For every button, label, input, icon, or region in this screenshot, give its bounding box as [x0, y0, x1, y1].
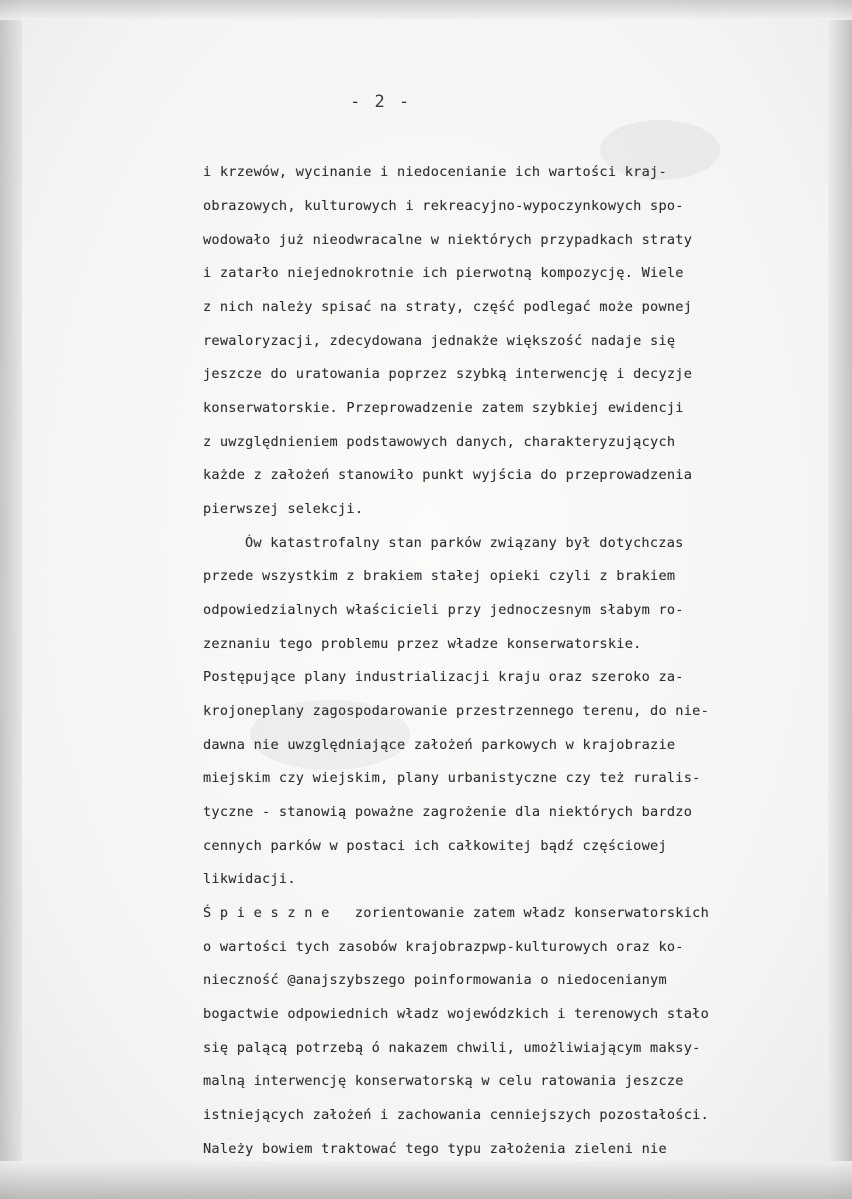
text-line: i zatarło niejednokrotnie ich pierwotną kompozycję. Wiele — [203, 265, 684, 281]
text-line: z uwzględnieniem podstawowych danych, charakteryzujących — [203, 434, 676, 450]
text-line: o wartości tych zasobów krajobrazpwp-kulturowych oraz ko- — [203, 939, 684, 955]
text-line: malną interwencję konserwatorską w celu ratowania jeszcze — [203, 1073, 684, 1089]
text-line: obrazowych, kulturowych i rekreacyjno-wypoczynkowych spo- — [203, 198, 684, 214]
text-line: z nich należy spisać na straty, część podlegać może pownej — [203, 299, 693, 315]
text-line: likwidacji. — [203, 871, 296, 887]
scan-edge-right — [828, 0, 852, 1199]
text-line: nieczność @anajszybszego poinformowania o niedocenianym — [203, 972, 667, 988]
text-line: wodowało już nieodwracalne w niektórych przypadkach straty — [203, 232, 693, 248]
text-line: zeznaniu tego problemu przez władze konserwatorskie. — [203, 636, 642, 652]
text-line: bogactwie odpowiednich władz wojewódzkich i terenowych stało — [203, 1006, 710, 1022]
text-line: pierwszej selekcji. — [203, 501, 364, 517]
text-line: Ów katastrofalny stan parków związany był dotychczas — [245, 535, 684, 551]
text-line: odpowiedzialnych właścicieli przy jednoczesnym słabym ro- — [203, 602, 684, 618]
text-line: dawna nie uwzględniające założeń parkowych w krajobrazie — [203, 737, 676, 753]
text-line: cennych parków w postaci ich całkowitej bądź częściowej — [203, 838, 667, 854]
text-line: i krzewów, wycinanie i niedocenianie ich wartości kraj- — [203, 164, 667, 180]
text-line: istniejących założeń i zachowania cenniejszych pozostałości. — [203, 1107, 710, 1123]
scan-edge-bottom — [0, 1161, 852, 1199]
text-line: rewaloryzacji, zdecydowana jednakże większość nadaje się — [203, 333, 676, 349]
page-number: - 2 - — [350, 92, 412, 112]
scan-edge-left — [0, 0, 22, 1199]
text-line: się palącą potrzebą ó nakazem chwili, umożliwiającym maksy- — [203, 1040, 701, 1056]
text-line: jeszcze do uratowania poprzez szybką interwencję i decyzje — [203, 366, 693, 382]
text-line: Ś p i e s z n e zorientowanie zatem władz konserwatorskich — [203, 905, 710, 921]
scan-edge-top — [0, 0, 852, 20]
text-line: krojoneplany zagospodarowanie przestrzennego terenu, do nie- — [203, 703, 710, 719]
text-line: Postępujące plany industrializacji kraju oraz szeroko za- — [203, 669, 684, 685]
text-line: konserwatorskie. Przeprowadzenie zatem szybkiej ewidencji — [203, 400, 684, 416]
text-line: miejskim czy wiejskim, plany urbanistyczne czy też ruralis- — [203, 770, 701, 786]
text-line: Należy bowiem traktować tego typu założenia zieleni nie — [203, 1141, 667, 1157]
text-line: przede wszystkim z brakiem stałej opieki czyli z brakiem — [203, 568, 676, 584]
text-line: tyczne - stanowią poważne zagrożenie dla niektórych bardzo — [203, 804, 693, 820]
text-line: każde z założeń stanowiło punkt wyjścia do przeprowadzenia — [203, 467, 693, 483]
